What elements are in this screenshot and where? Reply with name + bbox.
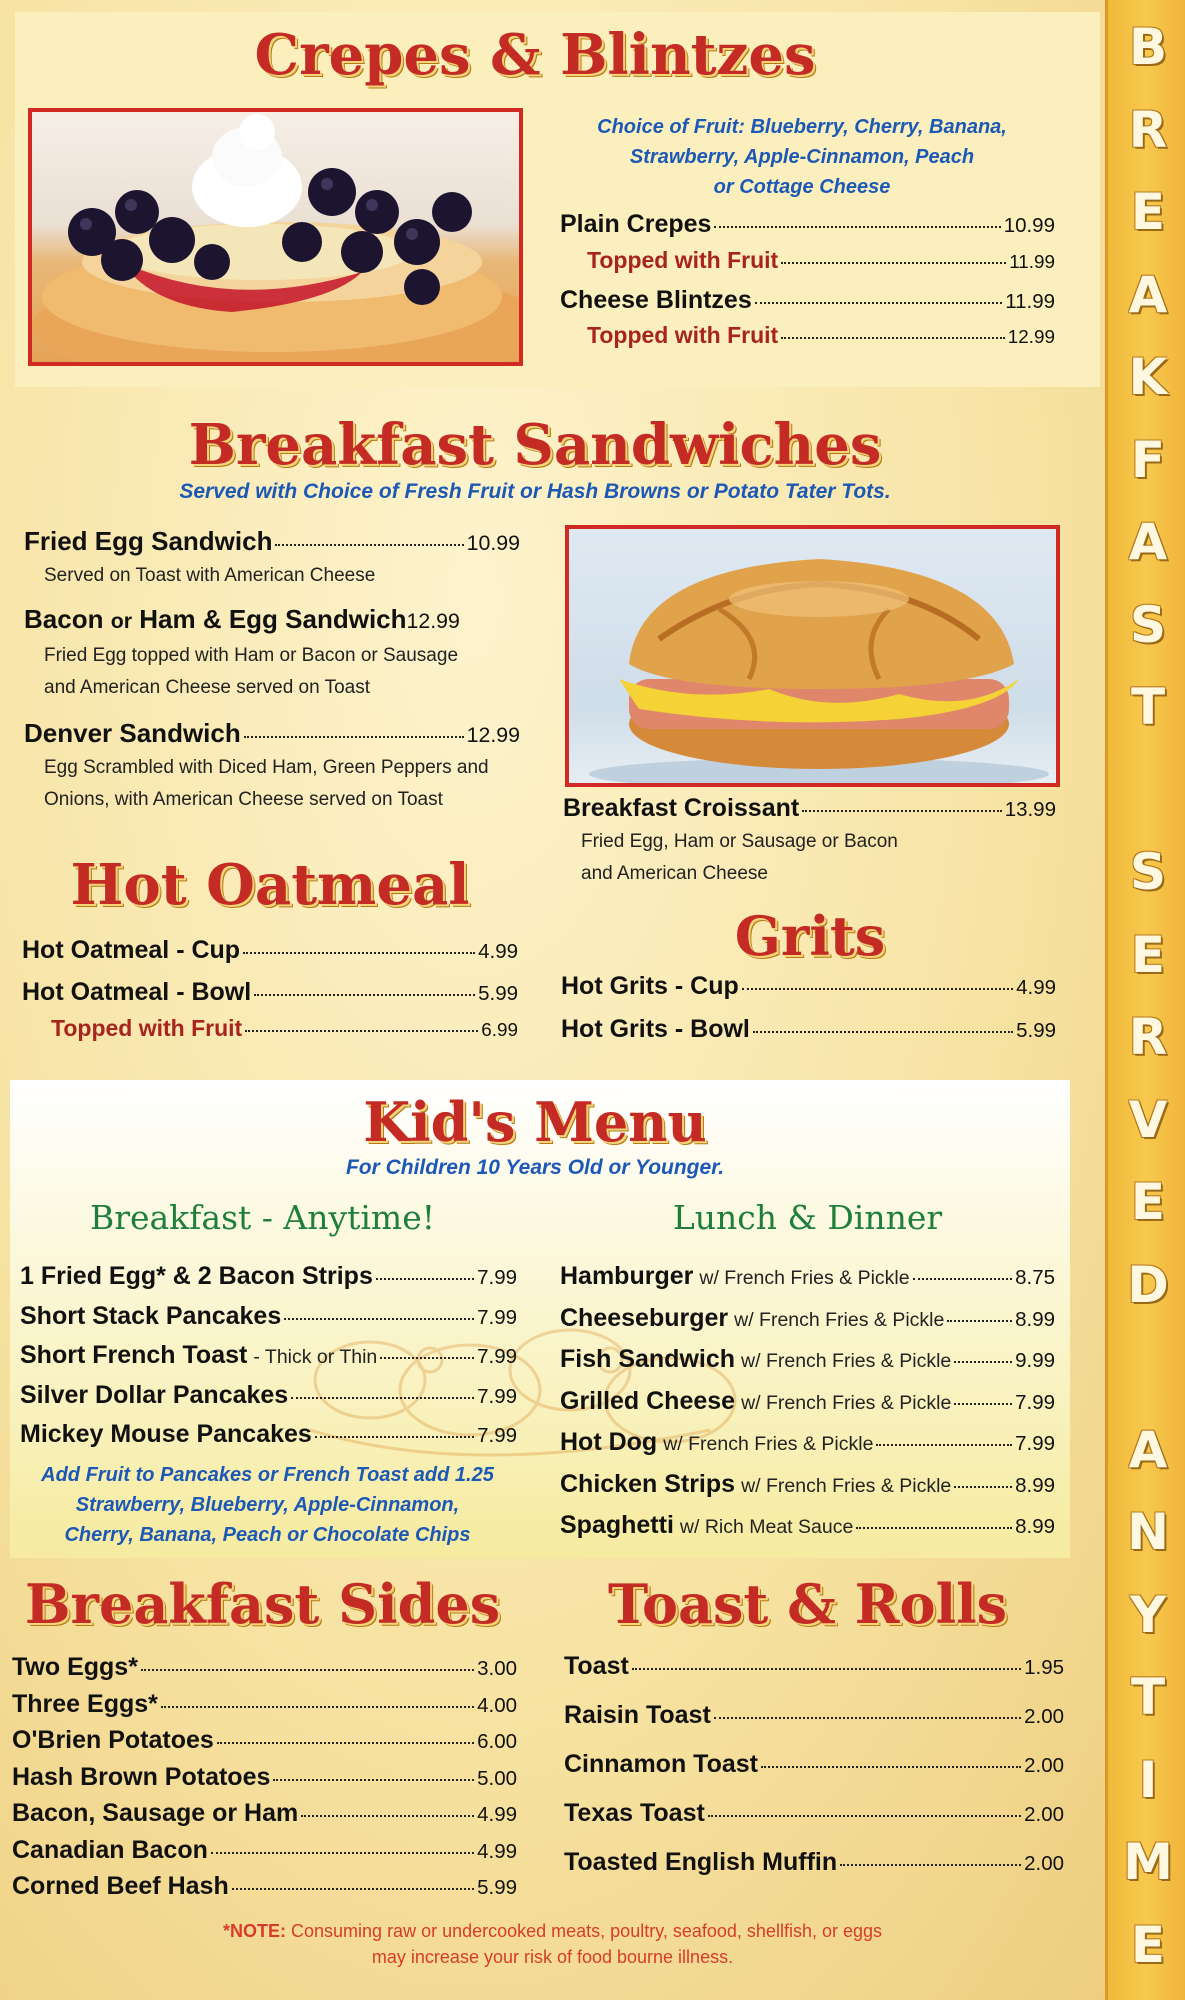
croissant-illustration xyxy=(569,529,1060,787)
item-description: w/ French Fries & Pickle xyxy=(734,1308,945,1331)
leader-dots xyxy=(243,952,475,954)
banner-letter: A xyxy=(1128,513,1168,571)
item-price: 8.99 xyxy=(1015,1515,1055,1538)
banner-letter: T xyxy=(1130,1668,1166,1726)
sandwich-item-bacon-ham xyxy=(24,604,520,635)
item-price: 4.99 xyxy=(477,1839,517,1863)
desc-line: Onions, with American Cheese served on Toast xyxy=(44,789,443,810)
banner-letter: M xyxy=(1123,1833,1173,1891)
kids-fruit-addon-note xyxy=(10,1460,525,1550)
kids-menu-title: Kid's Menu xyxy=(363,1090,707,1154)
item-name: Raisin Toast xyxy=(564,1701,711,1729)
item-price: 3.00 xyxy=(477,1657,517,1680)
toast-item xyxy=(564,1848,1064,1877)
leader-dots xyxy=(781,337,1005,339)
kids.lunch-item xyxy=(560,1428,1055,1457)
item-price: 7.99 xyxy=(477,1266,517,1289)
item-name: Fish Sandwich xyxy=(560,1345,736,1373)
item-price: 7.99 xyxy=(477,1424,517,1447)
item-price: 7.99 xyxy=(477,1384,517,1408)
item-price: 8.99 xyxy=(1015,1307,1055,1331)
sides-item xyxy=(12,1799,517,1828)
item-price: 1.95 xyxy=(1024,1656,1064,1679)
item-name: Hot Grits - Bowl xyxy=(561,1015,750,1043)
crepes-item-cheese-blintzes xyxy=(560,286,1055,315)
item-name-connector: or xyxy=(110,609,133,633)
banner-letter: E xyxy=(1130,925,1166,984)
banner-letter: B xyxy=(1128,18,1168,76)
kids-menu-note: For Children 10 Years Old or Younger. xyxy=(345,1156,725,1179)
kids-breakfast-subtitle: Breakfast - Anytime! xyxy=(89,1198,436,1237)
leader-dots xyxy=(245,1030,478,1032)
item-description: w/ French Fries & Pickle xyxy=(663,1433,874,1455)
item-name: Texas Toast xyxy=(564,1799,705,1827)
leader-dots xyxy=(141,1669,474,1671)
item-price: 5.99 xyxy=(1016,1019,1056,1042)
item-name: Mickey Mouse Pancakes xyxy=(20,1420,312,1448)
item-name: Toasted English Muffin xyxy=(564,1848,838,1876)
banner-letter: E xyxy=(1130,1173,1166,1231)
leader-dots xyxy=(876,1444,1012,1446)
item-price: 5.00 xyxy=(477,1766,517,1790)
leader-dots xyxy=(275,544,463,546)
addon-note-line-1: Add Fruit to Pancakes or French Toast add 1.25 xyxy=(41,1464,494,1486)
crepes-note-line-1: Choice of Fruit: Blueberry, Cherry, Banana, xyxy=(597,116,1007,138)
item-description: w/ French Fries & Pickle xyxy=(741,1391,952,1414)
leader-dots xyxy=(742,988,1013,990)
item-price: 7.99 xyxy=(1015,1432,1055,1455)
banner-letter: E xyxy=(1130,1915,1166,1974)
addon-note-line-2: Strawberry, Blueberry, Apple-Cinnamon, xyxy=(75,1494,460,1516)
item-name: Plain Crepes xyxy=(560,210,712,238)
item-price: 5.99 xyxy=(478,982,518,1005)
sandwiches-title: Breakfast Sandwiches xyxy=(188,412,882,478)
crepes-item-plain-topped xyxy=(587,247,1055,274)
kids.breakfast-item xyxy=(20,1341,517,1370)
kids.breakfast-item xyxy=(20,1420,517,1449)
crepes-item-blintzes-topped xyxy=(587,322,1055,349)
banner-letter: R xyxy=(1128,1008,1168,1066)
kids.lunch-item xyxy=(560,1470,1055,1499)
footnote-line-2: may increase your risk of food bourne illness. xyxy=(371,1947,734,1967)
leader-dots xyxy=(802,810,1001,812)
sides-item xyxy=(12,1872,517,1901)
leader-dots xyxy=(913,1278,1013,1280)
kids.breakfast-item xyxy=(20,1381,517,1410)
footnote-text: Consuming raw or undercooked meats, poultry, seafood, shellfish, or eggs xyxy=(291,1921,882,1941)
banner-letter: A xyxy=(1128,1420,1168,1479)
leader-dots xyxy=(244,736,464,738)
item-description: w/ Rich Meat Sauce xyxy=(679,1516,854,1538)
leader-dots xyxy=(761,1766,1021,1768)
item-price: 12.99 xyxy=(466,723,520,747)
item-name: Topped with Fruit xyxy=(51,1015,243,1041)
desc-line: and American Cheese xyxy=(581,863,768,884)
item-price: 11.99 xyxy=(1009,251,1055,272)
oatmeal-item-bowl xyxy=(22,978,518,1007)
leader-dots xyxy=(755,302,1002,304)
sandwich-desc-croissant xyxy=(581,826,898,890)
leader-dots xyxy=(315,1436,474,1438)
item-price: 9.99 xyxy=(1015,1349,1055,1372)
leader-dots xyxy=(632,1668,1021,1670)
banner-letter: A xyxy=(1128,265,1168,324)
item-name: Chicken Strips xyxy=(560,1469,736,1498)
item-price: 8.99 xyxy=(1015,1473,1055,1497)
crepes-photo xyxy=(28,108,523,366)
sandwich-item-denver xyxy=(24,718,520,749)
banner-letter: D xyxy=(1127,1255,1169,1314)
leader-dots xyxy=(217,1742,474,1744)
item-description: w/ French Fries & Pickle xyxy=(741,1350,952,1372)
oatmeal-item-cup xyxy=(22,936,518,965)
item-name: Two Eggs* xyxy=(12,1653,138,1681)
footnote-label: *NOTE: xyxy=(223,1921,286,1941)
item-price: 5.99 xyxy=(477,1876,517,1899)
item-price: 7.99 xyxy=(477,1345,517,1368)
kids.lunch-item xyxy=(560,1345,1055,1374)
item-price: 10.99 xyxy=(466,531,520,555)
desc-line: and American Cheese served on Toast xyxy=(44,677,371,698)
sandwich-item-croissant xyxy=(563,794,1056,823)
item-name: Bacon, Sausage or Ham xyxy=(12,1799,299,1827)
item-name: Short Stack Pancakes xyxy=(20,1301,282,1330)
leader-dots xyxy=(161,1706,474,1708)
item-price: 6.00 xyxy=(477,1730,517,1753)
item-name: Hash Brown Potatoes xyxy=(12,1762,271,1791)
kids.lunch-item xyxy=(560,1304,1055,1333)
leader-dots xyxy=(380,1357,474,1359)
crepes-item-plain-crepes xyxy=(560,210,1055,239)
item-price: 12.99 xyxy=(406,609,460,633)
item-name: O'Brien Potatoes xyxy=(12,1726,214,1754)
item-name: Grilled Cheese xyxy=(560,1386,736,1415)
item-price: 4.99 xyxy=(478,940,518,963)
item-name: Cheeseburger xyxy=(560,1303,729,1332)
sides-title: Breakfast Sides xyxy=(24,1572,501,1636)
banner-letter: I xyxy=(1138,1750,1158,1809)
banner-letter: K xyxy=(1128,348,1168,406)
leader-dots xyxy=(291,1397,474,1399)
leader-dots xyxy=(947,1320,1012,1322)
leader-dots xyxy=(954,1361,1012,1363)
kids.breakfast-item xyxy=(20,1302,517,1331)
banner-letter: V xyxy=(1128,1090,1168,1149)
item-name: 1 Fried Egg* & 2 Bacon Strips xyxy=(20,1262,373,1290)
item-name: Fried Egg Sandwich xyxy=(24,526,273,556)
item-description: - Thick or Thin xyxy=(253,1346,378,1368)
grits-title: Grits xyxy=(734,904,886,968)
kids-lunch-subtitle: Lunch & Dinner xyxy=(672,1198,943,1237)
sandwich-item-fried-egg xyxy=(24,526,520,557)
item-name: Hot Grits - Cup xyxy=(561,972,739,1000)
leader-dots xyxy=(254,994,475,996)
item-name xyxy=(24,604,407,635)
item-price: 2.00 xyxy=(1024,1852,1064,1875)
desc-line: Egg Scrambled with Diced Ham, Green Peppers and xyxy=(44,757,489,778)
banner-letter: S xyxy=(1129,595,1166,654)
crepes-note-line-2: Strawberry, Apple-Cinnamon, Peach xyxy=(629,146,975,168)
item-description: w/ French Fries & Pickle xyxy=(699,1267,910,1289)
sandwich-desc-fried-egg xyxy=(44,560,375,592)
item-name: Hot Dog xyxy=(560,1428,658,1456)
leader-dots xyxy=(856,1527,1012,1529)
item-price: 2.00 xyxy=(1024,1705,1064,1728)
sides-item xyxy=(12,1653,517,1682)
leader-dots xyxy=(714,1717,1021,1719)
item-name: Breakfast Croissant xyxy=(563,794,800,822)
sides-item xyxy=(12,1690,517,1719)
desc-line: Served on Toast with American Cheese xyxy=(44,565,376,586)
item-name: Short French Toast xyxy=(20,1341,248,1369)
toast-item xyxy=(564,1652,1064,1681)
sandwich-desc-bacon-ham xyxy=(44,640,458,704)
leader-dots xyxy=(954,1486,1012,1488)
item-price: 8.75 xyxy=(1015,1266,1055,1289)
leader-dots xyxy=(232,1888,474,1890)
leader-dots xyxy=(273,1779,474,1781)
sides-item xyxy=(12,1726,517,1755)
item-name: Silver Dollar Pancakes xyxy=(20,1380,289,1409)
item-price: 11.99 xyxy=(1005,290,1055,313)
item-price: 13.99 xyxy=(1004,798,1056,821)
grits-item-cup xyxy=(561,972,1056,1001)
leader-dots xyxy=(714,226,1000,228)
item-price: 7.99 xyxy=(1015,1390,1055,1414)
item-name: Toast xyxy=(564,1652,629,1680)
desc-line: Fried Egg topped with Ham or Bacon or Sausage xyxy=(44,645,459,666)
leader-dots xyxy=(284,1318,474,1320)
leader-dots xyxy=(840,1864,1021,1866)
oatmeal-item-topped xyxy=(51,1015,518,1042)
leader-dots xyxy=(954,1403,1012,1405)
kids.lunch-item xyxy=(560,1262,1055,1291)
leader-dots xyxy=(301,1815,474,1817)
leader-dots xyxy=(781,262,1006,264)
item-price: 2.00 xyxy=(1024,1754,1064,1777)
toast-title: Toast & Rolls xyxy=(607,1572,1007,1636)
item-price: 4.00 xyxy=(477,1693,517,1717)
banner-letter: F xyxy=(1130,430,1166,489)
item-name-part: Ham & Egg Sandwich xyxy=(139,604,407,634)
grits-item-bowl xyxy=(561,1015,1056,1044)
crepes-fruit-choice-note xyxy=(552,112,1052,202)
item-name: Cinnamon Toast xyxy=(564,1750,758,1778)
item-name: Topped with Fruit xyxy=(587,247,779,273)
toast-item xyxy=(564,1750,1064,1779)
leader-dots xyxy=(753,1031,1013,1033)
item-name: Topped with Fruit xyxy=(587,322,779,348)
oatmeal-title: Hot Oatmeal xyxy=(70,852,470,918)
croissant-photo xyxy=(565,525,1060,787)
item-name-part: Bacon xyxy=(24,604,104,634)
crepes-note-line-3: or Cottage Cheese xyxy=(713,176,891,198)
banner-letter: E xyxy=(1130,183,1166,241)
sides-item xyxy=(12,1836,517,1865)
item-price: 12.99 xyxy=(1007,326,1055,347)
item-price: 10.99 xyxy=(1003,214,1055,237)
crepes-title: Crepes & Blintzes xyxy=(254,22,816,88)
kids.lunch-item xyxy=(560,1511,1055,1540)
item-price: 4.99 xyxy=(477,1803,517,1826)
banner-letter: R xyxy=(1128,100,1168,159)
item-description: w/ French Fries & Pickle xyxy=(741,1474,952,1497)
toast-item xyxy=(564,1701,1064,1730)
kids.breakfast-item xyxy=(20,1262,517,1291)
item-name: Spaghetti xyxy=(560,1511,674,1539)
kids.lunch-item xyxy=(560,1387,1055,1416)
item-name: Hamburger xyxy=(560,1262,694,1290)
banner-letter: T xyxy=(1130,678,1166,736)
leader-dots xyxy=(211,1852,474,1854)
toast-item xyxy=(564,1799,1064,1828)
item-price: 6.99 xyxy=(481,1019,518,1040)
banner-letter: N xyxy=(1127,1503,1169,1561)
food-safety-footnote xyxy=(0,1918,1105,1970)
crepes-illustration xyxy=(32,112,523,366)
leader-dots xyxy=(708,1815,1021,1817)
item-price: 7.99 xyxy=(477,1305,517,1329)
sides-item xyxy=(12,1763,517,1792)
sandwiches-note: Served with Choice of Fresh Fruit or Hash Browns or Potato Tater Tots. xyxy=(179,480,891,503)
item-name: Canadian Bacon xyxy=(12,1835,208,1864)
banner-letter: Y xyxy=(1129,1585,1167,1644)
footnote-line-1 xyxy=(0,1918,1105,1944)
item-price: 2.00 xyxy=(1024,1803,1064,1826)
leader-dots xyxy=(376,1278,474,1280)
addon-note-line-3: Cherry, Banana, Peach or Chocolate Chips xyxy=(64,1524,471,1546)
breakfast-served-anytime-banner xyxy=(1105,0,1185,2000)
item-name: Hot Oatmeal - Bowl xyxy=(22,978,252,1006)
item-name: Corned Beef Hash xyxy=(12,1872,229,1900)
item-name: Three Eggs* xyxy=(12,1689,158,1718)
item-name: Cheese Blintzes xyxy=(560,286,752,314)
sandwich-desc-denver xyxy=(44,752,489,816)
item-name: Denver Sandwich xyxy=(24,718,241,748)
item-name: Hot Oatmeal - Cup xyxy=(22,936,241,964)
desc-line: Fried Egg, Ham or Sausage or Bacon xyxy=(581,831,898,852)
banner-letter: S xyxy=(1129,843,1166,901)
item-price: 4.99 xyxy=(1016,976,1056,999)
